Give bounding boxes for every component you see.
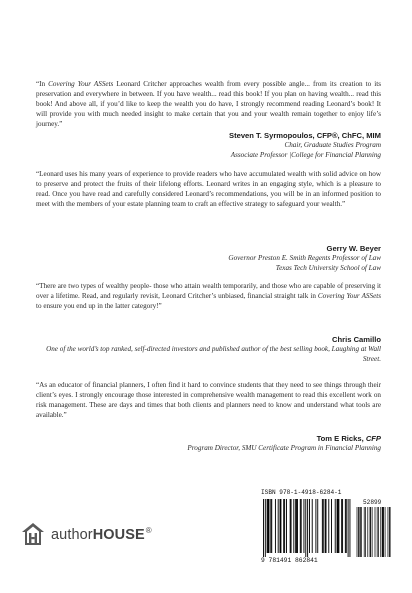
testimonial-quote-1: “In Covering Your ASSets Leonard Critcher approaches wealth from every possible angle... from its creation to its preservation and everywhere in between. If you have wealth... read this book! If you plan on having wealth... read this book! And above all, if you’d like to keep the wealth you do have, I strongly recommend reading Leonard’s book! It will provide you with much needed insight to make certain that you and your wealth remain together to enjoy life’s journey.” bbox=[36, 80, 381, 128]
testimonial-author-4: Tom E Ricks, CFP bbox=[316, 434, 381, 443]
barcode-addon-bar bbox=[385, 507, 386, 557]
barcode-addon-bar bbox=[388, 507, 389, 557]
barcode-bar bbox=[290, 499, 291, 553]
barcode-bar bbox=[267, 499, 268, 553]
barcode-addon-bar bbox=[372, 507, 373, 557]
barcode-addon-bar bbox=[364, 507, 365, 557]
barcode-digits: 9 781491 862841 bbox=[261, 557, 318, 564]
barcode-addon-bar bbox=[361, 507, 362, 557]
barcode-bar bbox=[286, 499, 287, 553]
barcode-bar bbox=[275, 499, 276, 553]
testimonial-affiliation-2: Governor Preston E. Smith Regents Professor of Law Texas Tech University School of Law bbox=[228, 254, 381, 272]
barcode-bar bbox=[271, 499, 272, 553]
barcode-addon-bar bbox=[360, 507, 361, 557]
barcode-bar bbox=[265, 499, 266, 557]
barcode-bar bbox=[335, 499, 336, 553]
barcode-bar bbox=[345, 499, 346, 553]
testimonial-quote-2: “Leonard uses his many years of experience to provide readers who have accumulated wealth with solid advice on how to preserve and protect the fruits of their lifelong efforts. Leonard writes in an engaging style, which is a pleasure to read. Once you have read and carefully considered Leonard’s recommendations, you will be in an informed position to meet with the members of your estate planning team to craft an effective strategy to safeguard your wealth.” bbox=[36, 170, 381, 208]
testimonial-author-2: Gerry W. Beyer bbox=[326, 244, 381, 253]
barcode-addon-bar bbox=[380, 507, 381, 557]
barcode-addon-bar bbox=[370, 507, 371, 557]
testimonial-quote-4: “As an educator of financial planners, I often find it hard to convince students that they need to see things through their client’s eyes. I strongly encourage those interested in comprehensive wealth management to read this excellent work on risk management. These are days and times that both clients and planners need to know and understand what tools are available.” bbox=[36, 381, 381, 419]
barcode-bar bbox=[325, 499, 326, 553]
barcode-bar bbox=[268, 499, 269, 553]
barcode-bar bbox=[348, 499, 349, 557]
barcode-bar bbox=[338, 499, 339, 553]
book-title: Covering Your ASSets bbox=[317, 291, 381, 300]
testimonial-affiliation-3: One of the world’s top ranked, self-directed investors and published author of the best selling book, Laughing at Wall Street. bbox=[46, 345, 381, 363]
barcode-bar bbox=[312, 499, 313, 553]
barcode-bar bbox=[341, 499, 342, 553]
testimonial-affiliation-1: Chair, Graduate Studies Program Associate Professor |College for Financial Planning bbox=[230, 141, 381, 159]
barcode-bar bbox=[293, 499, 294, 553]
barcode-bar bbox=[322, 499, 323, 553]
house-logo-icon bbox=[20, 521, 46, 547]
barcode-bar bbox=[326, 499, 327, 553]
testimonial-quote-3: “There are two types of wealthy people- those who attain wealth temporarily, and those who are capable of preserving it over a lifetime. Read, and regularly revisit, Leonard Critcher’s unbiased, financial straight talk in Covering Your ASSets to ensure you end up in the latter category!” bbox=[36, 282, 381, 310]
barcode-addon-bar bbox=[383, 507, 384, 557]
isbn-text: ISBN 978-1-4918-6284-1 bbox=[261, 489, 342, 496]
publisher-name: authorHOUSE® bbox=[51, 525, 152, 543]
barcode-bar bbox=[280, 499, 281, 553]
price-code: 52899 bbox=[363, 499, 382, 506]
publisher-logo bbox=[20, 521, 152, 547]
barcode-addon-bar bbox=[359, 507, 360, 557]
barcode-bar bbox=[342, 499, 343, 553]
barcode-bar bbox=[305, 499, 306, 557]
barcode-bar bbox=[291, 499, 292, 553]
barcode-addon-bar bbox=[377, 507, 378, 557]
barcode-addon-bar bbox=[357, 507, 358, 557]
barcode-addon-bar bbox=[367, 507, 368, 557]
barcode-addon-bar bbox=[375, 507, 376, 557]
barcode-addon-bar bbox=[370, 507, 371, 557]
barcode-bar bbox=[283, 499, 284, 553]
isbn-barcode bbox=[261, 489, 395, 569]
barcode-bar bbox=[328, 499, 329, 553]
barcode-addon-bar bbox=[365, 507, 366, 557]
barcode-bar bbox=[278, 499, 279, 553]
barcode-bar bbox=[317, 499, 318, 553]
barcode-bar bbox=[301, 499, 302, 553]
barcode-bar bbox=[297, 499, 298, 553]
barcode-bar bbox=[263, 499, 264, 557]
barcode-bars bbox=[261, 499, 395, 557]
barcode-bar bbox=[338, 499, 339, 553]
barcode-bar bbox=[303, 499, 304, 553]
barcode-bar bbox=[300, 499, 301, 553]
barcode-addon-bar bbox=[383, 507, 384, 557]
book-title: Covering Your ASSets bbox=[48, 80, 114, 88]
barcode-bar bbox=[349, 499, 350, 557]
barcode-bar bbox=[315, 499, 316, 553]
barcode-addon-bar bbox=[389, 507, 390, 557]
barcode-bar bbox=[323, 499, 324, 553]
testimonial-author-1: Steven T. Syrmopoulos, CFP®, ChFC, MIM bbox=[229, 131, 381, 140]
barcode-addon-bar bbox=[358, 507, 359, 557]
testimonial-author-3: Chris Camillo bbox=[332, 335, 381, 344]
barcode-bar bbox=[309, 499, 310, 553]
barcode-bar bbox=[280, 499, 281, 553]
barcode-addon-bar bbox=[378, 507, 379, 557]
testimonial-affiliation-4: Program Director, SMU Certificate Program in Financial Planning bbox=[187, 444, 381, 452]
barcode-bar bbox=[346, 499, 347, 553]
barcode-bar bbox=[331, 499, 332, 553]
barcode-bar bbox=[270, 499, 271, 553]
barcode-addon-bar bbox=[382, 507, 383, 557]
barcode-addon-bar bbox=[390, 507, 391, 557]
barcode-bar bbox=[284, 499, 285, 553]
barcode-bar bbox=[296, 499, 297, 553]
barcode-bar bbox=[307, 499, 308, 557]
barcode-bar bbox=[337, 499, 338, 553]
barcode-bar bbox=[269, 499, 270, 553]
barcode-bar bbox=[295, 499, 296, 553]
